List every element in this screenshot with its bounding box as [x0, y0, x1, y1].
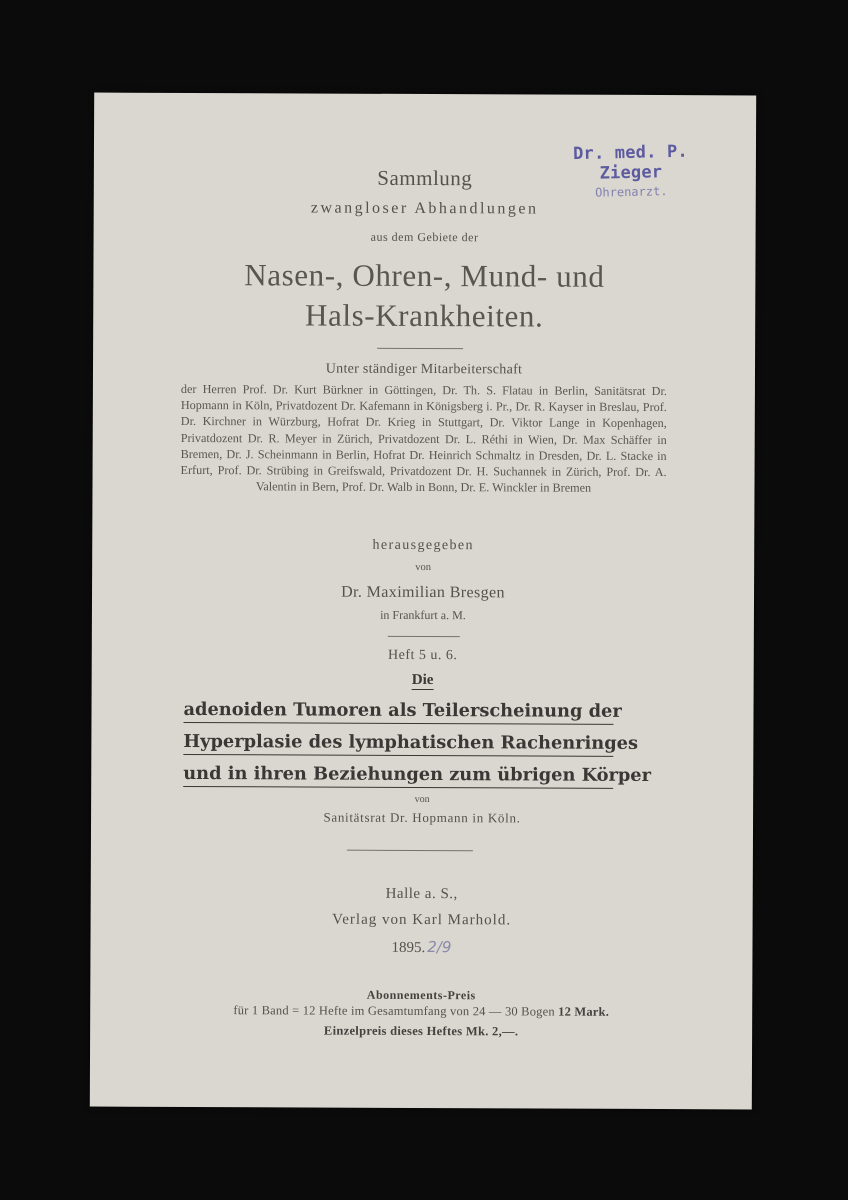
main-title-line-1: Nasen-, Ohren-, Mund- und	[244, 257, 605, 294]
handwritten-note: 2/9	[427, 938, 452, 957]
series-line-2: zwangloser Abhandlungen	[310, 199, 539, 218]
series-line-1: Sammlung	[377, 165, 473, 191]
issue-title-line-2: Hyperplasie des lymphatischen Rachenringes	[183, 731, 613, 757]
divider-rule	[388, 636, 460, 637]
issue-number: Heft 5 u. 6.	[388, 647, 458, 664]
issue-title-line-3: und in ihren Beziehungen zum übrigen Körper	[183, 763, 613, 789]
editor-label: herausgegeben	[372, 537, 474, 554]
stamp-name: Dr. med. P. Zieger	[572, 141, 689, 184]
series-line-3: aus dem Gebiete der	[370, 229, 479, 245]
price-single: Einzelpreis dieses Heftes Mk. 2,—.	[323, 1023, 519, 1039]
price-band-text: für 1 Band = 12 Hefte im Gesamtumfang von 24 — 30 Bogen	[233, 1003, 555, 1019]
publication-year: 1895.	[391, 939, 426, 957]
divider-rule	[347, 850, 473, 852]
collaborators-list: der Herren Prof. Dr. Kurt Bürkner in Göttingen, Dr. Th. S. Flatau in Berlin, Sanitätsrat Dr. Hopmann in Köln, Privatdozent Dr. Kafemann in Königsberg i. Pr., Dr. R. Kayser in Breslau, Prof. Dr. Kirchner in Würzburg, Hofrat Dr. Krieg in Stuttgart, Dr. Viktor Lange in Kopenhagen, Privatdozent Dr. R. Meyer in Zürich, Privatdozent Dr. L. Réthi in Wien, Dr. Max Schäffer in Bremen, Dr. J. Scheinmann in Berlin, Hofrat Dr. Heinrich Schmaltz in Dresden, Dr. L. Stacke in Erfurt, Prof. Dr. Strübing in Greifswald, Privatdozent Dr. H. Suchannek in Zürich, Prof. Dr. A. Valentin in Bern, Prof. Dr. Walb in Bonn, Dr. E. Winckler in Bremen	[180, 381, 667, 495]
main-title-line-2: Hals-Krankheiten.	[305, 297, 544, 334]
price-band-line	[90, 1003, 752, 1021]
price-heading: Abonnements-Preis	[366, 987, 476, 1003]
issue-title-article	[92, 671, 754, 691]
publication-year-line	[90, 937, 752, 959]
author-von: von	[414, 793, 430, 806]
title-page	[90, 93, 756, 1110]
divider-rule	[377, 348, 463, 349]
editor-name: Dr. Maximilian Bresgen	[341, 583, 506, 602]
price-band-amount: 12 Mark.	[558, 1004, 610, 1019]
stamp-title: Ohrenarzt.	[595, 184, 668, 200]
issue-die: Die	[411, 671, 434, 689]
publisher-name: Verlag von Karl Marhold.	[332, 911, 512, 929]
collaborators-heading: Unter ständiger Mitarbeiterschaft	[325, 361, 523, 378]
editor-von: von	[415, 561, 432, 574]
editor-place: in Frankfurt a. M.	[380, 607, 466, 623]
author-name: Sanitätsrat Dr. Hopmann in Köln.	[323, 809, 521, 826]
publisher-city: Halle a. S.,	[385, 885, 458, 903]
issue-title-line-1: adenoiden Tumoren als Teilerscheinung der	[183, 699, 613, 725]
